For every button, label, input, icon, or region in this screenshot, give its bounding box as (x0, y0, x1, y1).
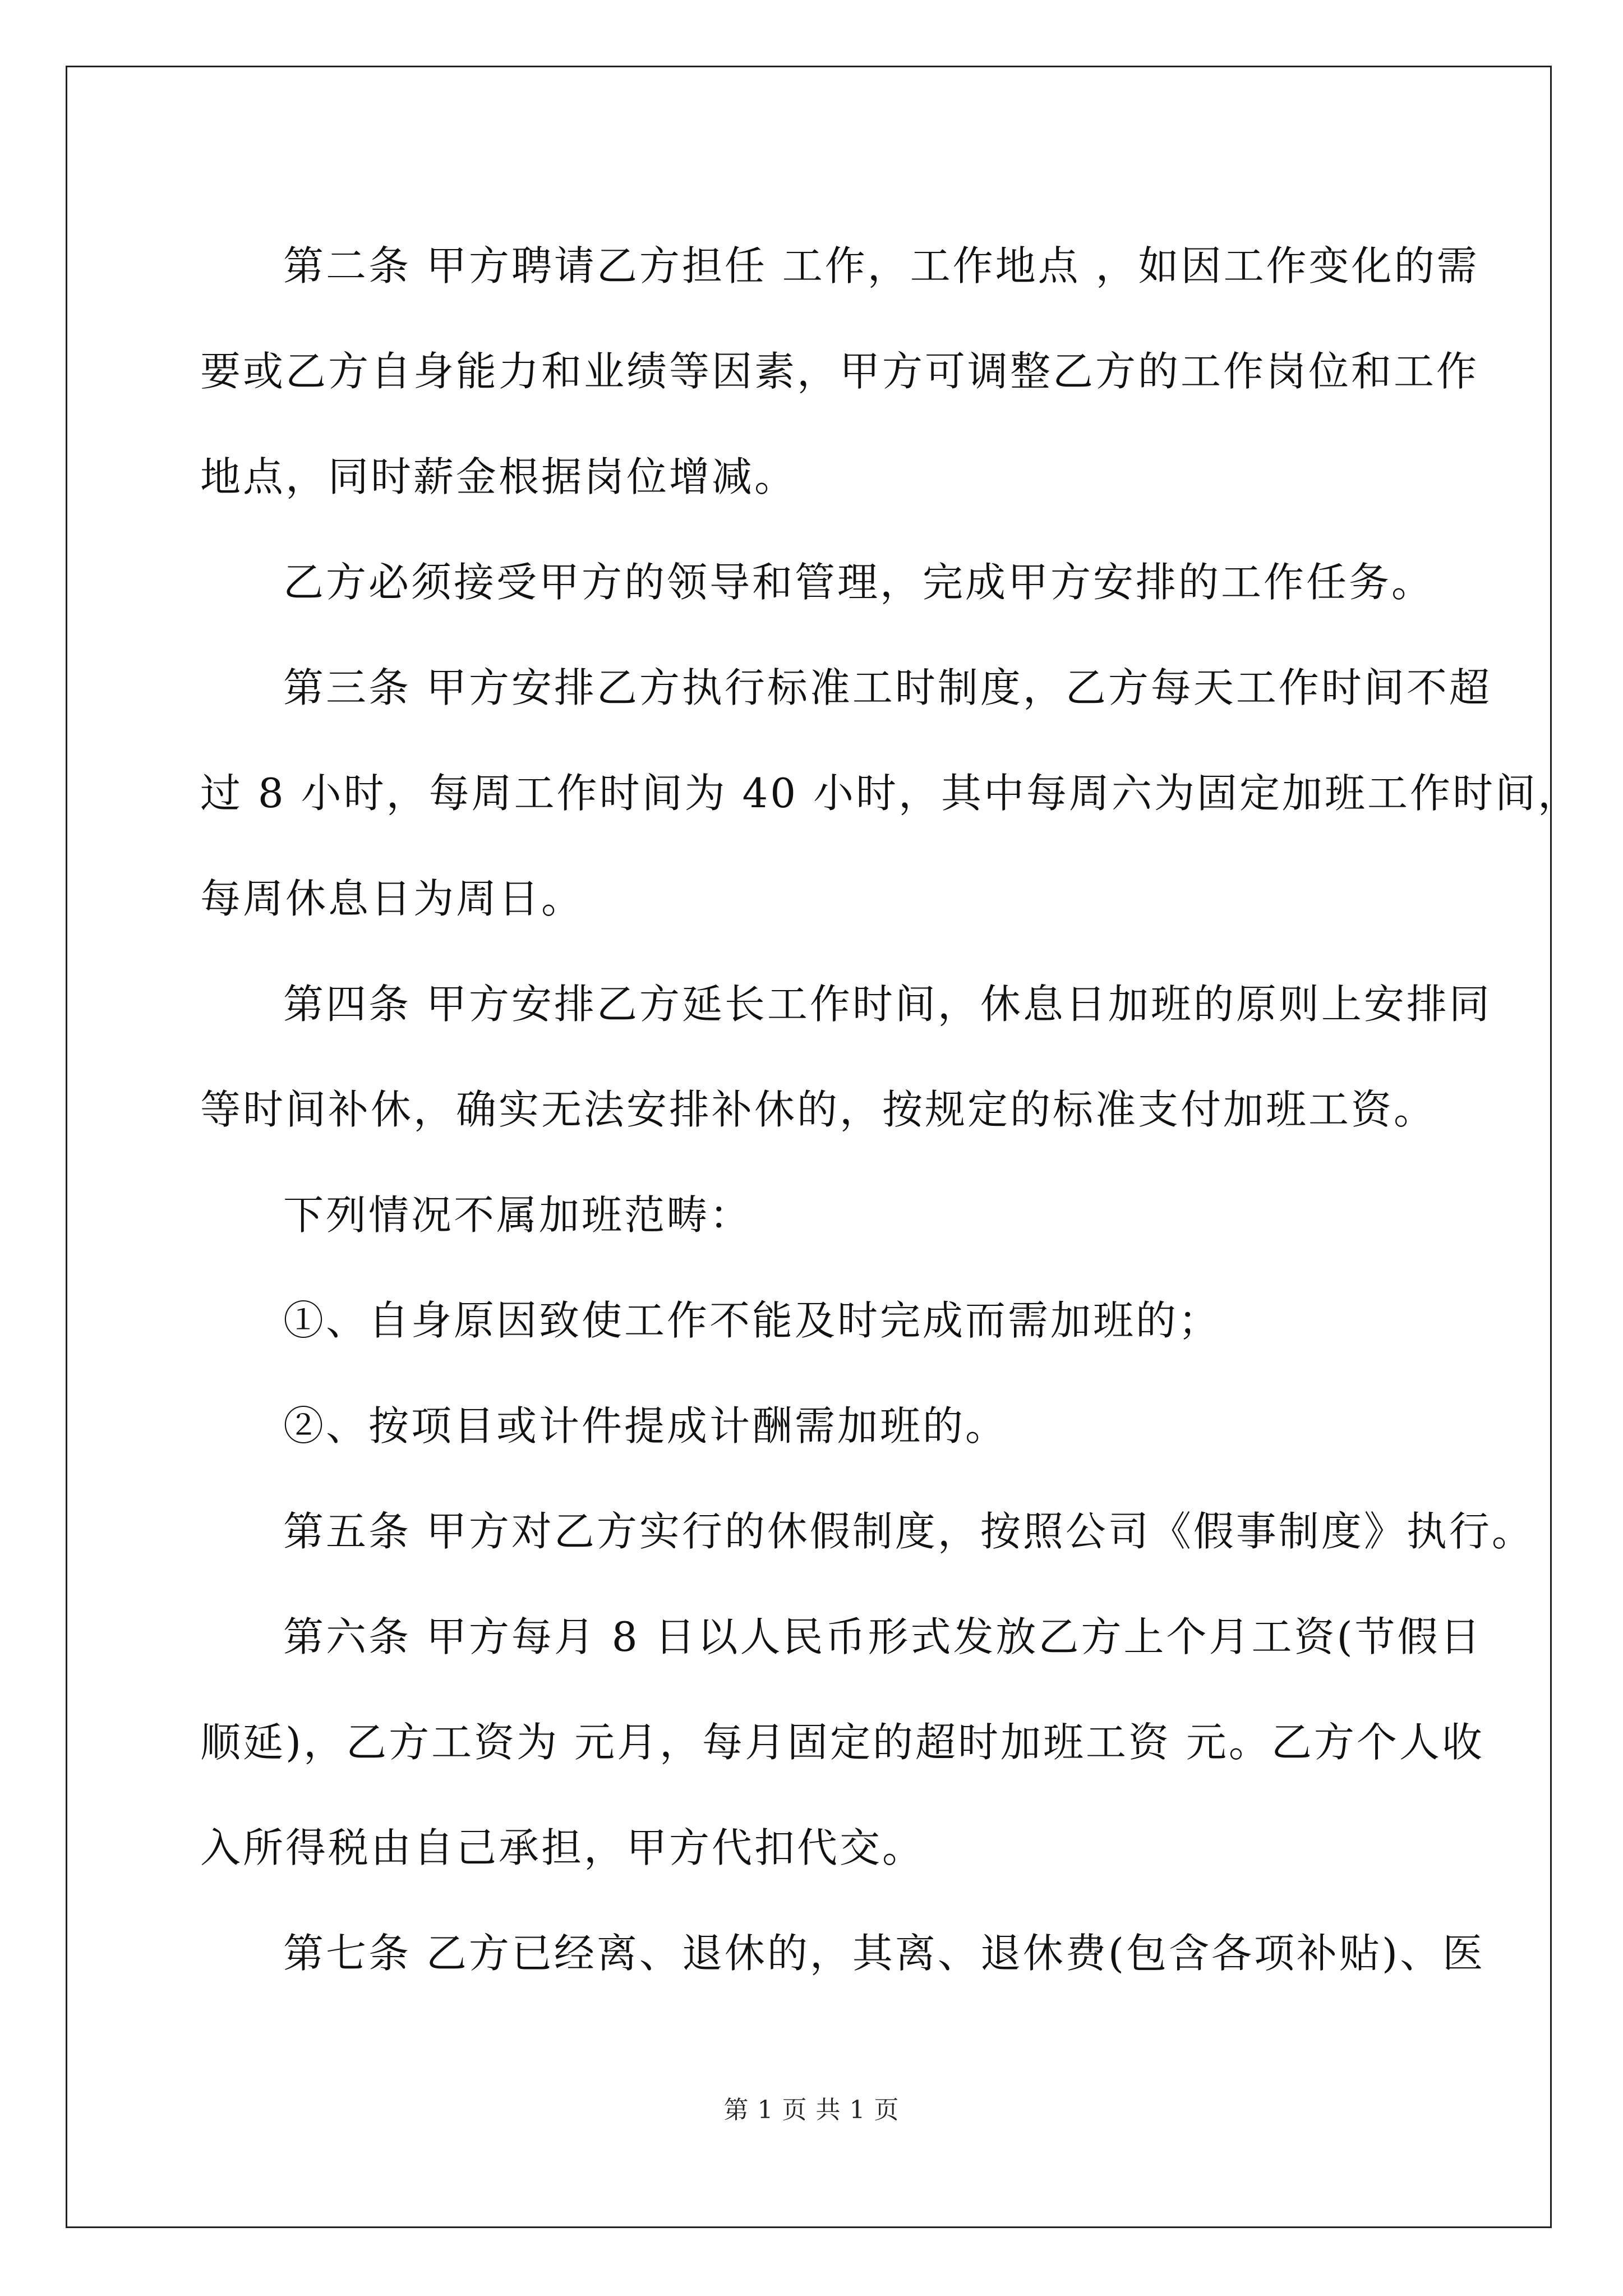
article-6-line-2: 顺延)，乙方工资为 元月，每月固定的超时加班工资 元。乙方个人收 (200, 1719, 1484, 1766)
article-6-line-1: 第六条 甲方每月 8 日以人民币形式发放乙方上个月工资(节假日 (283, 1613, 1483, 1660)
exclusion-item-2: ②、按项目或计件提成计酬需加班的。 (283, 1402, 1008, 1450)
article-2-line-1: 第二条 甲方聘请乙方担任 工作，工作地点 ，如因工作变化的需 (283, 242, 1479, 289)
obey-management-paragraph: 乙方必须接受甲方的领导和管理，完成甲方安排的工作任务。 (283, 559, 1435, 606)
article-2-line-2: 要或乙方自身能力和业绩等因素，甲方可调整乙方的工作岗位和工作 (200, 348, 1479, 395)
article-3-line-2: 过 8 小时，每周工作时间为 40 小时，其中每周六为固定加班工作时间， (200, 770, 1580, 817)
article-3-line-3: 每周休息日为周日。 (200, 875, 584, 922)
article-7-line-1: 第七条 乙方已经离、退休的，其离、退休费(包含各项补贴)、医 (283, 1930, 1486, 1977)
page-number-footer: 第 1 页 共 1 页 (723, 2096, 900, 2124)
article-4-line-1: 第四条 甲方安排乙方延长工作时间，休息日加班的原则上安排同 (283, 981, 1492, 1028)
exclusion-item-1: ①、自身原因致使工作不能及时完成而需加班的； (283, 1297, 1221, 1344)
article-4-line-2: 等时间补休，确实无法安排补休的，按规定的标准支付加班工资。 (200, 1086, 1437, 1133)
document-body (200, 213, 1580, 2006)
overtime-exclusions-heading: 下列情况不属加班范畴： (283, 1191, 753, 1239)
article-5-line-1: 第五条 甲方对乙方实行的休假制度，按照公司《假事制度》执行。 (283, 1508, 1534, 1555)
article-3-line-1: 第三条 甲方安排乙方执行标准工时制度，乙方每天工作时间不超 (283, 664, 1492, 711)
article-2-line-3: 地点，同时薪金根据岗位增减。 (200, 453, 797, 500)
article-6-line-3: 入所得税由自己承担，甲方代扣代交。 (200, 1824, 925, 1871)
